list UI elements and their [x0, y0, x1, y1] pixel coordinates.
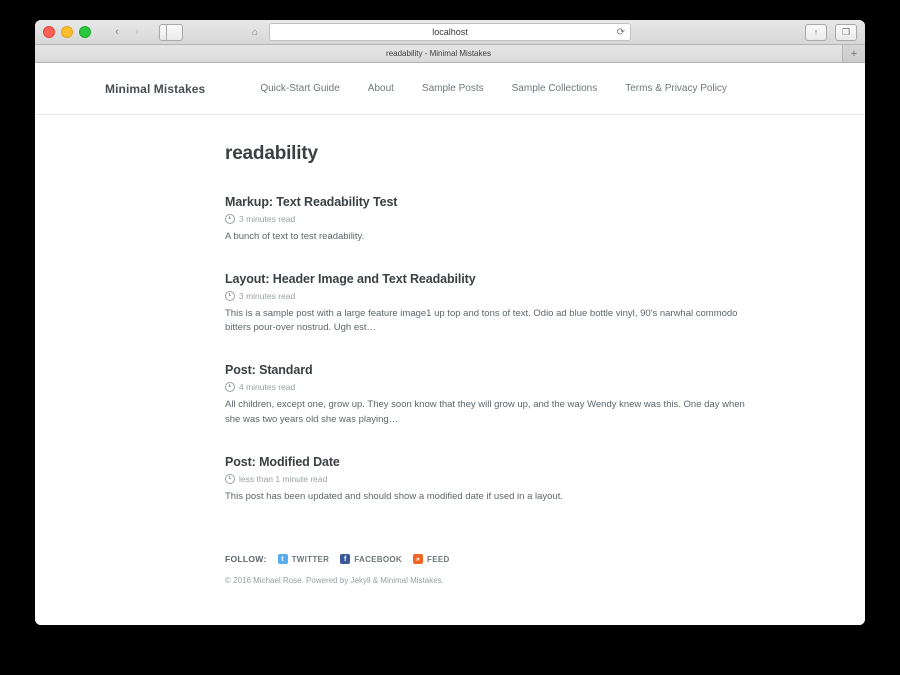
new-tab-button[interactable]: + — [843, 45, 865, 62]
post-read-time: 4 minutes read — [239, 382, 296, 393]
tab-bar — [35, 45, 865, 63]
list-item — [225, 455, 745, 505]
site-footer — [225, 554, 745, 603]
browser-toolbar — [35, 20, 865, 45]
social-link-facebook-label: FACEBOOK — [354, 554, 403, 564]
list-item — [225, 363, 745, 427]
clock-icon — [225, 382, 235, 392]
nav-item-about[interactable]: About — [367, 83, 394, 94]
post-title[interactable]: Post: Standard — [225, 363, 313, 378]
post-excerpt: This is a sample post with a large feature image1 up top and tons of text. Odio ad blue bottle vinyl, 90's narwhal commodo bitters pour-over nostrud. Ugh est… — [225, 307, 738, 334]
clock-icon — [225, 474, 235, 484]
site-masthead — [35, 63, 865, 115]
tab-readability[interactable]: readability - Minimal Mistakes — [35, 45, 843, 62]
home-icon[interactable]: ⌂ — [251, 26, 259, 38]
post-title[interactable]: Layout: Header Image and Text Readability — [225, 271, 476, 286]
social-link-twitter-label: TWITTER — [291, 554, 330, 564]
sidebar-toggle-icon[interactable] — [159, 24, 183, 41]
clock-icon — [225, 291, 235, 301]
follow-label: FOLLOW: — [225, 554, 267, 565]
post-title[interactable]: Post: Modified Date — [225, 454, 340, 469]
tabs-icon[interactable]: ❐ — [835, 24, 857, 41]
follow-row — [225, 554, 745, 564]
post-excerpt: All children, except one, grow up. They soon know that they will grow up, and the way Wendy knew was this. One day when she was two years old she was playing… — [225, 399, 745, 425]
site-title[interactable]: Minimal Mistakes — [105, 81, 206, 96]
nav-item-sample-collections[interactable]: Sample Collections — [511, 83, 598, 94]
maximize-window-button[interactable] — [79, 26, 91, 38]
social-link-twitter[interactable] — [278, 554, 330, 564]
post-read-time: less than 1 minute read — [239, 473, 328, 484]
post-meta — [225, 214, 745, 224]
post-excerpt: A bunch of text to test readability. — [225, 231, 365, 242]
site-nav — [260, 83, 727, 94]
close-window-button[interactable] — [43, 26, 55, 38]
social-link-feed[interactable] — [413, 554, 450, 564]
nav-item-quick-start-guide[interactable]: Quick-Start Guide — [260, 83, 340, 94]
page-viewport — [35, 63, 865, 625]
back-icon[interactable]: ‹ — [115, 25, 119, 38]
url-text: localhost — [432, 27, 468, 37]
post-excerpt: This post has been updated and should show a modified date if used in a layout. — [225, 490, 564, 502]
navigation-buttons — [107, 24, 147, 41]
post-meta — [225, 291, 745, 301]
nav-item-sample-posts[interactable]: Sample Posts — [421, 83, 484, 94]
list-item — [225, 195, 745, 245]
share-icon[interactable]: ↑ — [805, 24, 827, 41]
social-link-feed-label: FEED — [427, 554, 450, 564]
page-title: readability — [225, 143, 318, 164]
minimize-window-button[interactable] — [61, 26, 73, 38]
post-meta — [225, 382, 745, 392]
post-read-time: 3 minutes read — [239, 290, 296, 301]
twitter-icon: t — [278, 554, 288, 564]
window-controls — [43, 26, 91, 38]
post-title[interactable]: Markup: Text Readability Test — [225, 195, 398, 209]
address-bar[interactable] — [251, 23, 631, 41]
post-read-time: 3 minutes read — [239, 214, 296, 224]
rss-feed-icon: » — [413, 554, 423, 564]
nav-item-terms-privacy-policy[interactable]: Terms & Privacy Policy — [625, 83, 727, 94]
post-meta — [225, 474, 745, 484]
forward-icon[interactable]: › — [135, 25, 139, 38]
main-content — [35, 115, 865, 625]
reload-icon[interactable]: ⟳ — [616, 26, 625, 38]
list-item — [225, 272, 745, 336]
toolbar-right-buttons — [805, 24, 857, 41]
copyright-text: © 2016 Michael Rose. Powered by Jekyll & Minimal Mistakes. — [225, 576, 444, 586]
clock-icon — [225, 214, 235, 224]
social-link-facebook[interactable] — [340, 554, 402, 564]
browser-window — [35, 20, 865, 625]
facebook-icon: f — [340, 554, 350, 564]
